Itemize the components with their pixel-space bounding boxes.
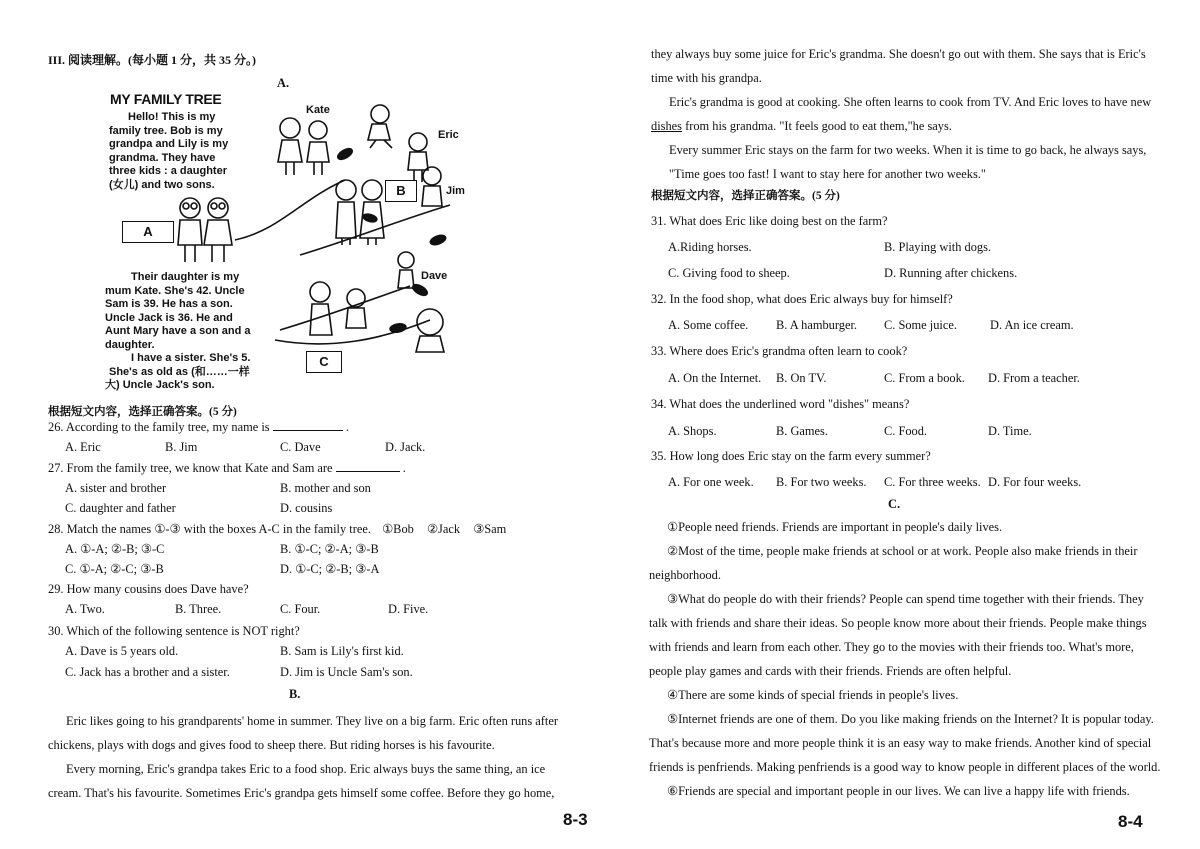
q34-option-a: A. Shops. <box>668 424 717 438</box>
tree-line: Hello! This is my <box>128 111 216 123</box>
q33-option-c: C. From a book. <box>884 371 965 385</box>
passage-line: That's because more and more people think it is an easy way to make friends. Another kind of special <box>649 736 1152 750</box>
q29-option-b: B. Three. <box>175 602 222 616</box>
tree-line: (女儿) and two sons. <box>109 178 215 191</box>
question-28 <box>48 521 506 537</box>
q26-option-d: D. Jack. <box>385 440 426 454</box>
tree-line: Aunt Mary have a son and a <box>105 325 251 337</box>
passage-line: Eric likes going to his grandparents' home in summer. They live on a big farm. Eric often runs after <box>66 714 558 728</box>
q35-option-c: C. For three weeks. <box>884 475 981 489</box>
q31-option-d: D. Running after chickens. <box>884 266 1018 280</box>
q33-option-b: B. On TV. <box>776 371 827 385</box>
tree-name-jim: Jim <box>446 185 465 197</box>
tree-line: I have a sister. She's 5. <box>131 352 251 364</box>
passage-line: talk with friends and share their ideas. So people know more about their friends. People make things <box>649 616 1147 630</box>
passage-a-label: A. <box>277 76 290 90</box>
name-bob: ①Bob <box>382 522 414 536</box>
q29-option-d: D. Five. <box>388 602 429 616</box>
tree-box-c: C <box>306 351 342 373</box>
tree-line: Their daughter is my <box>131 271 240 283</box>
q34-option-d: D. Time. <box>988 424 1032 438</box>
tree-box-b: B <box>385 180 417 202</box>
question-stem: 28. Match the names ①-③ with the boxes A-C in the family tree. <box>48 522 371 536</box>
page-number-right: 8-4 <box>1118 812 1143 831</box>
q29-option-c: C. Four. <box>280 602 321 616</box>
question-26: 26. According to the family tree, my name is . <box>48 420 349 434</box>
passage-line: chickens, plays with dogs and gives food to sheep there. But riding horses is his favourite. <box>48 738 495 752</box>
passage-line: "Time goes too fast! I want to stay here for another two weeks." <box>669 167 986 181</box>
question-34: 34. What does the underlined word "dishes" means? <box>651 397 910 411</box>
grandparents-drawing <box>178 198 232 262</box>
passage-line: they always buy some juice for Eric's grandma. She doesn't go out with them. She says that is Eric's <box>651 47 1146 61</box>
question-31: 31. What does Eric like doing best on the farm? <box>651 214 888 228</box>
tree-name-dave: Dave <box>421 270 448 282</box>
underlined-word-dishes: dishes <box>651 119 682 133</box>
passage-line: neighborhood. <box>649 568 721 582</box>
passage-line: Every morning, Eric's grandpa takes Eric to a food shop. Eric always buys the same thing, an ice <box>66 762 546 776</box>
passage-line: ①People need friends. Friends are important in people's daily lives. <box>667 520 1003 534</box>
page-number-left: 8-3 <box>563 810 588 829</box>
q28-option-a: A. ①-A; ②-B; ③-C <box>65 542 165 556</box>
question-33: 33. Where does Eric's grandma often learn to cook? <box>651 344 908 358</box>
tree-line: 大) Uncle Jack's son. <box>105 379 215 391</box>
passage-line: ③What do people do with their friends? People can spend time together with their friends. They <box>667 592 1144 606</box>
instruction-b: 根据短文内容，选择正确答案。(5 分) <box>651 190 840 202</box>
q35-option-d: D. For four weeks. <box>988 475 1082 489</box>
question-27: 27. From the family tree, we know that Kate and Sam are . <box>48 461 406 475</box>
q31-option-b: B. Playing with dogs. <box>884 240 992 254</box>
q28-option-d: D. ①-C; ②-B; ③-A <box>280 562 380 576</box>
q27-option-a: A. sister and brother <box>65 481 167 495</box>
tree-line: grandpa and Lily is my <box>109 138 229 150</box>
passage-line: cream. That's his favourite. Sometimes Eric's grandpa gets himself some coffee. Before they go home, <box>48 786 555 800</box>
q31-option-a: A.Riding horses. <box>668 240 752 254</box>
q26-option-b: B. Jim <box>165 440 198 454</box>
question-32: 32. In the food shop, what does Eric always buy for himself? <box>651 292 953 306</box>
q29-option-a: A. Two. <box>65 602 105 616</box>
tree-box-a: A <box>122 221 174 243</box>
q27-option-c: C. daughter and father <box>65 501 176 515</box>
passage-text: from his grandma. "It feels good to eat them,"he says. <box>681 119 952 133</box>
passage-c-text <box>649 515 1160 803</box>
tree-name-kate: Kate <box>306 104 330 116</box>
q26-option-c: C. Dave <box>280 440 321 454</box>
passage-c-label: C. <box>888 497 901 511</box>
passage-b-text <box>48 709 558 805</box>
q32-option-d: D. An ice cream. <box>990 318 1074 332</box>
eric-drawing <box>408 133 428 182</box>
tree-line: family tree. Bob is my <box>109 124 223 137</box>
passage-line: ④There are some kinds of special friends in people's lives. <box>667 688 959 702</box>
q30-option-b: B. Sam is Lily's first kid. <box>280 644 404 658</box>
q28-option-b: B. ①-C; ②-A; ③-B <box>280 542 379 556</box>
tree-line: daughter. <box>105 338 155 351</box>
passage-line: with friends and learn from each other. They go to the movies with their friends too. What's more, <box>649 640 1134 654</box>
q30-option-c: C. Jack has a brother and a sister. <box>65 665 230 679</box>
q27-option-d: D. cousins <box>280 501 333 515</box>
sister-drawing <box>368 105 392 148</box>
passage-line <box>651 114 1151 138</box>
q32-option-c: C. Some juice. <box>884 318 957 332</box>
section-header: III. 阅读理解。(每小题 1 分，共 35 分。) <box>48 53 257 67</box>
name-jack: ②Jack <box>426 522 461 536</box>
q34-option-c: C. Food. <box>884 424 928 438</box>
q27-option-b: B. mother and son <box>280 481 371 495</box>
tree-line: Uncle Jack is 36. He and <box>105 311 233 324</box>
passage-line: Eric's grandma is good at cooking. She often learns to cook from TV. And Eric loves to have new <box>669 95 1152 109</box>
q32-option-b: B. A hamburger. <box>776 318 857 332</box>
family-tree-title: MY FAMILY TREE <box>110 91 222 107</box>
tree-line: three kids : a daughter <box>109 165 227 177</box>
question-35: 35. How long does Eric stay on the farm every summer? <box>651 449 931 463</box>
q33-option-a: A. On the Internet. <box>668 371 762 385</box>
passage-line: ⑥Friends are special and important people in our lives. We can live a happy life with friends. <box>667 784 1130 798</box>
passage-b-label: B. <box>289 687 301 701</box>
passage-line: Every summer Eric stays on the farm for two weeks. When it is time to go back, he always says, <box>669 143 1147 157</box>
question-stem: 27. From the family tree, we know that Kate and Sam are <box>48 461 333 475</box>
tree-name-eric: Eric <box>438 129 459 141</box>
tree-line: mum Kate. She's 42. Uncle <box>105 284 245 297</box>
passage-line: friends is penfriends. Making penfriends is a good way to know people in different places of the world. <box>649 760 1161 774</box>
q35-option-b: B. For two weeks. <box>776 475 867 489</box>
question-stem: 26. According to the family tree, my name is <box>48 420 270 434</box>
question-29: 29. How many cousins does Dave have? <box>48 582 249 596</box>
q30-option-a: A. Dave is 5 years old. <box>65 644 179 658</box>
q28-option-c: C. ①-A; ②-C; ③-B <box>65 562 164 576</box>
q30-option-d: D. Jim is Uncle Sam's son. <box>280 665 413 679</box>
passage-b-continued <box>651 42 1151 186</box>
instruction-a: 根据短文内容，选择正确答案。(5 分) <box>48 406 237 418</box>
passage-line: time with his grandpa. <box>651 71 762 85</box>
passage-line: people play games and cards with their friends. Friends are often helpful. <box>649 664 1012 678</box>
tree-line: Sam is 39. He has a son. <box>105 298 233 310</box>
q26-option-a: A. Eric <box>65 440 101 454</box>
answer-blank <box>273 430 343 431</box>
tree-line: She's as old as (和……一样 <box>109 365 250 378</box>
answer-blank <box>336 471 400 472</box>
jim-family-drawing <box>336 167 442 245</box>
question-30: 30. Which of the following sentence is NOT right? <box>48 624 300 638</box>
q35-option-a: A. For one week. <box>668 475 754 489</box>
q31-option-c: C. Giving food to sheep. <box>668 266 790 280</box>
passage-line: ⑤Internet friends are one of them. Do you like making friends on the Internet? It is popular today. <box>667 712 1154 726</box>
passage-line: ②Most of the time, people make friends at school or at work. People also make friends in their <box>667 544 1138 558</box>
q33-option-d: D. From a teacher. <box>988 371 1080 385</box>
q34-option-b: B. Games. <box>776 424 828 438</box>
tree-line: grandma. They have <box>109 151 216 164</box>
name-sam: ③Sam <box>473 522 507 536</box>
kate-drawing <box>278 118 329 175</box>
q32-option-a: A. Some coffee. <box>668 318 749 332</box>
